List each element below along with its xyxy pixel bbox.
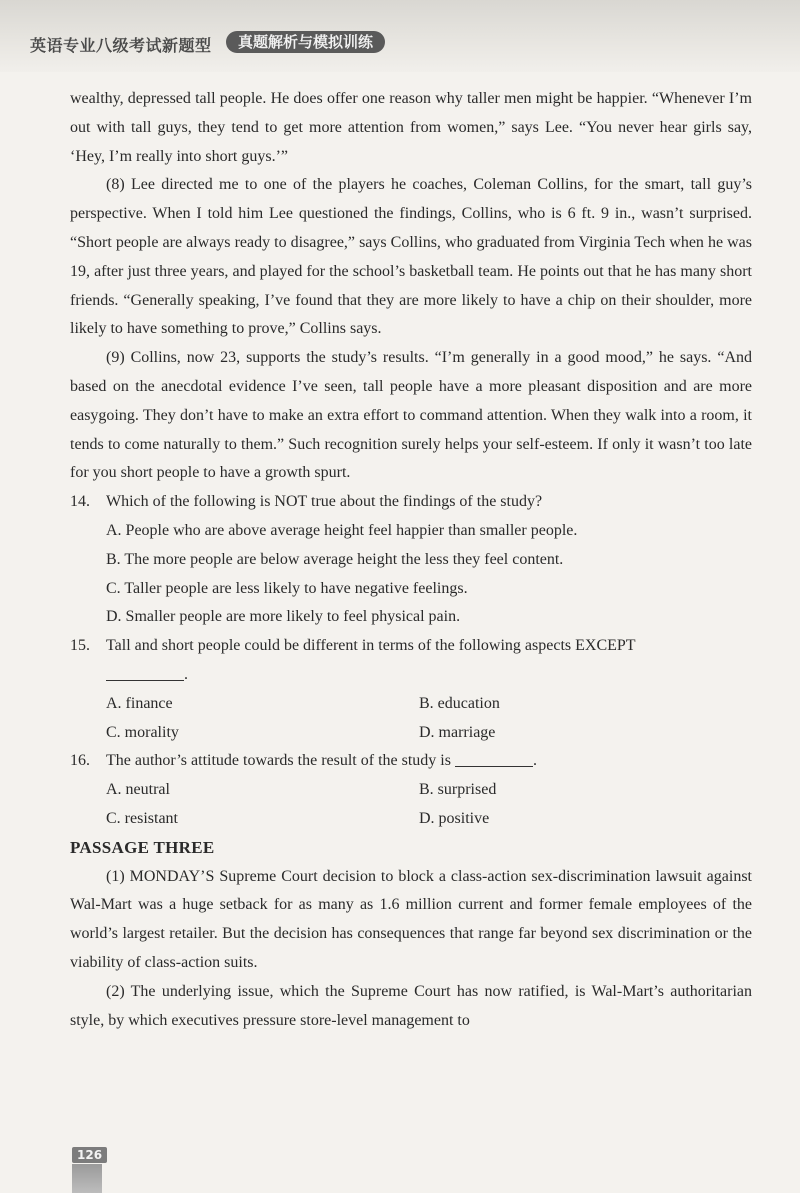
blank-line (455, 748, 533, 767)
question-16: 16. The author’s attitude towards the result of the study is . (70, 747, 752, 776)
option-15d: D. marriage (419, 723, 496, 741)
question-15 (70, 632, 752, 661)
option-16a: A. neutral (106, 781, 170, 799)
question-text: Tall and short people could be different in terms of the following aspects EXCEPT (106, 637, 636, 655)
book-subtitle: 真题解析与模拟训练 (226, 31, 385, 53)
option-14a: A. People who are above average height feel happier than smaller people. (106, 521, 578, 539)
book-title: 英语专业八级考试新题型 (30, 36, 212, 55)
page-number: 126 (72, 1147, 107, 1163)
question-number: 14. (70, 493, 90, 511)
option-15c: C. morality (106, 723, 179, 741)
option-16d: D. positive (419, 809, 490, 827)
option-15b: B. education (419, 694, 500, 712)
option-15a: A. finance (106, 694, 173, 712)
question-text: The author’s attitude towards the result of the study is (106, 752, 451, 770)
option-14b: B. The more people are below average height the less they feel content. (106, 550, 564, 568)
question-text: Which of the following is NOT true about the findings of the study? (106, 493, 543, 511)
option-14d: D. Smaller people are more likely to feel physical pain. (106, 608, 461, 626)
passage-three-paragraph-2: (2) The underlying issue, which the Supreme Court has now ratified, is Wal-Mart’s authoritarian style, by which executives pressure store-level management to (70, 982, 752, 1029)
option-14c: C. Taller people are less likely to have negative feelings. (106, 579, 468, 597)
question-number: 16. (70, 752, 90, 770)
question-number: 15. (70, 637, 90, 655)
passage-three-paragraph-1: (1) MONDAY’S Supreme Court decision to block a class-action sex-discrimination lawsuit against Wal-Mart was a huge setback for as many as 1.6 million current and former female employees of the world’s largest retailer. But the decision has consequences that range far beyond sex discrimination or the viability of class-action suits. (70, 867, 752, 971)
options-row-16-2 (70, 805, 752, 834)
paragraph-8: (8) Lee directed me to one of the players he coaches, Coleman Collins, for the smart, tall guy’s perspective. When I told him Lee questioned the findings, Collins, who is 6 ft. 9 in., wasn’t surprised. “Short people are always ready to disagree,” says Collins, who graduated from Virginia Tech when he was 19, after just three years, and played for the school’s basketball team. He points out that he has many short friends. “Generally speaking, I’ve found that they are more likely to have a chip on their shoulder, more likely to have something to prove,” Collins says. (70, 176, 752, 338)
answer-blank-15: . (70, 661, 752, 690)
paragraph-continued: wealthy, depressed tall people. He does offer one reason why taller men might be happier. “Whenever I’m out with tall guys, they tend to get more attention from women,” says Lee. “You never hear girls say, ‘Hey, I’m really into short guys.’” (70, 90, 752, 165)
question-14 (70, 488, 752, 517)
page-header (0, 0, 800, 72)
options-row-15-1 (70, 690, 752, 719)
options-row-16-1 (70, 776, 752, 805)
option-16b: B. surprised (419, 781, 497, 799)
page-content (70, 85, 752, 1035)
passage-three-title: PASSAGE THREE (70, 837, 215, 857)
option-16c: C. resistant (106, 809, 178, 827)
paragraph-9: (9) Collins, now 23, supports the study’s results. “I’m generally in a good mood,” he says. “And based on the anecdotal evidence I’ve seen, tall people have a more pleasant disposition and are more easygoing. They don’t have to make an extra effort to command attention. When they walk into a room, it tends to come naturally to them.” Such recognition surely helps your self-esteem. If only it wasn’t too late for you short people to have a growth spurt. (70, 349, 752, 482)
blank-line (106, 662, 184, 681)
page-edge-tab (72, 1164, 102, 1193)
options-row-15-2 (70, 719, 752, 748)
